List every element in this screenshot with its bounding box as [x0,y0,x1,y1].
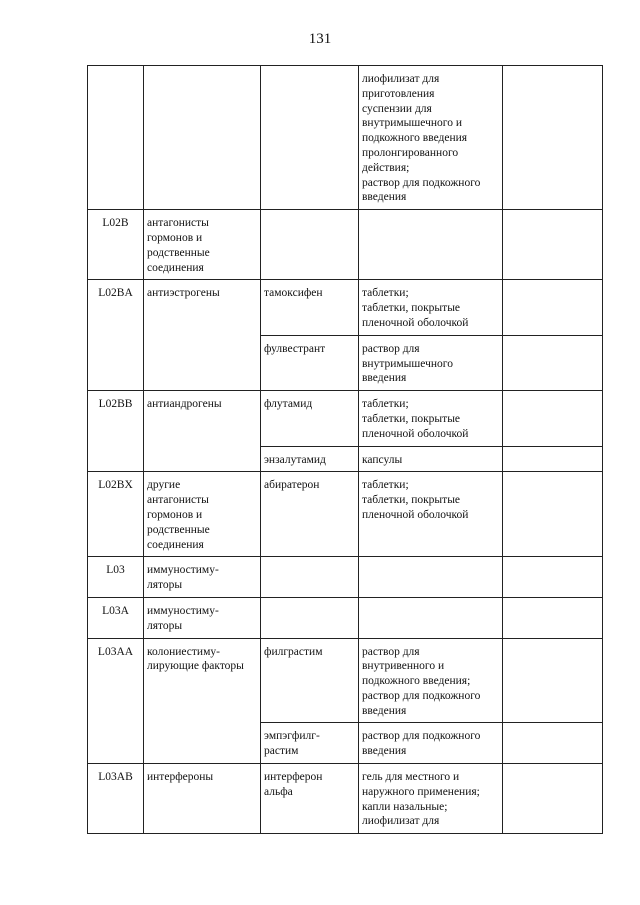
dosage-form-cell-line: капсулы [362,453,403,466]
drug-name-cell-line: тамоксифен [264,287,323,300]
atc-code-cell: L02B [88,210,144,280]
drug-name-cell-line: альфа [264,785,293,798]
table-row [88,210,603,280]
drug-name-cell [261,638,359,723]
dosage-form-cell [359,723,503,764]
dosage-form-cell-line: введения [362,745,407,758]
drug-name-cell [261,391,359,446]
group-name-cell-line: антиандрогены [147,398,222,411]
drug-name-cell [261,335,359,390]
group-name-cell-line: соединения [147,261,204,274]
dosage-form-cell-line: гель для местного и [362,771,460,784]
drug-name-cell-line: эмпэгфилг- [264,730,320,743]
dosage-form-cell [359,764,503,834]
group-name-cell [144,597,261,638]
group-name-cell-line: родственные [147,246,210,259]
dosage-form-cell-line: таблетки, покрытые [362,494,461,507]
drug-name-cell-line: интерферон [264,771,323,784]
group-name-cell [144,210,261,280]
dosage-form-cell-line: внутривенного и [362,660,445,673]
dosage-form-cell-line: наружного применения; [362,785,480,798]
dosage-form-cell-line: таблетки; [362,479,409,492]
table-row [88,280,603,335]
group-name-cell [144,764,261,834]
dosage-form-cell [359,280,503,335]
group-name-cell-line: лирующие факторы [147,660,244,673]
drug-name-cell-line: энзалутамид [264,453,326,466]
atc-code-cell: L02BA [88,280,144,391]
group-name-cell [144,66,261,210]
dosage-form-cell-line: таблетки; [362,287,409,300]
drug-name-cell [261,764,359,834]
dosage-form-cell-line: таблетки, покрытые [362,412,461,425]
drug-name-cell-line: флутамид [264,398,313,411]
drug-name-cell-line: абиратерон [264,479,320,492]
dosage-form-cell-line: раствор для подкожного [362,176,481,189]
group-name-cell [144,472,261,557]
empty-cell [503,764,603,834]
group-name-cell-line: родственные [147,523,210,536]
drug-table [87,65,603,834]
atc-code-cell: L03 [88,557,144,598]
drug-name-cell [261,472,359,557]
drug-table-body [88,66,603,834]
empty-cell [503,597,603,638]
empty-cell [503,66,603,210]
dosage-form-cell [359,66,503,210]
dosage-form-cell-line: таблетки; [362,398,409,411]
table-row [88,391,603,446]
table-row [88,66,603,210]
atc-code-cell: L02BB [88,391,144,472]
dosage-form-cell-line: раствор для подкожного [362,689,481,702]
group-name-cell-line: гормонов и [147,231,203,244]
table-row [88,472,603,557]
drug-name-cell [261,66,359,210]
dosage-form-cell-line: введения [362,191,407,204]
dosage-form-cell-line: приготовления [362,87,435,100]
dosage-form-cell [359,210,503,280]
dosage-form-cell-line: подкожного введения; [362,675,471,688]
drug-name-cell-line: фулвестрант [264,342,326,355]
group-name-cell-line: соединения [147,538,204,551]
dosage-form-cell [359,446,503,472]
dosage-form-cell-line: раствор для подкожного [362,730,481,743]
atc-code-cell: L02BX [88,472,144,557]
table-row [88,764,603,834]
dosage-form-cell-line: введения [362,704,407,717]
empty-cell [503,280,603,335]
dosage-form-cell [359,472,503,557]
group-name-cell-line: колониестиму- [147,645,220,658]
drug-name-cell [261,597,359,638]
drug-name-cell-line: филграстим [264,645,323,658]
empty-cell [503,557,603,598]
group-name-cell [144,391,261,472]
dosage-form-cell [359,597,503,638]
atc-code-cell: L03AA [88,638,144,764]
group-name-cell-line: другие [147,479,181,492]
drug-name-cell [261,210,359,280]
drug-name-cell [261,280,359,335]
group-name-cell-line: антагонисты [147,494,209,507]
dosage-form-cell [359,557,503,598]
dosage-form-cell-line: пленочной оболочкой [362,508,469,521]
dosage-form-cell-line: лиофилизат для [362,815,440,828]
drug-name-cell [261,557,359,598]
page-number: 131 [308,31,332,47]
dosage-form-cell-line: подкожного введения [362,132,468,145]
dosage-form-cell [359,391,503,446]
group-name-cell-line: иммуностиму- [147,564,219,577]
atc-code-cell [88,66,144,210]
dosage-form-cell-line: пролонгированного [362,146,459,159]
group-name-cell-line: антиэстрогены [147,287,220,300]
group-name-cell-line: иммуностиму- [147,604,219,617]
dosage-form-cell-line: внутримышечного и [362,117,462,130]
dosage-form-cell-line: введения [362,372,407,385]
group-name-cell [144,557,261,598]
empty-cell [503,472,603,557]
table-row [88,597,603,638]
dosage-form-cell-line: капли назальные; [362,800,448,813]
dosage-form-cell-line: раствор для [362,645,420,658]
empty-cell [503,723,603,764]
group-name-cell [144,280,261,391]
atc-code-cell: L03AB [88,764,144,834]
dosage-form-cell-line: пленочной оболочкой [362,316,469,329]
empty-cell [503,391,603,446]
group-name-cell [144,638,261,764]
dosage-form-cell-line: таблетки, покрытые [362,302,461,315]
empty-cell [503,446,603,472]
drug-name-cell [261,446,359,472]
dosage-form-cell-line: внутримышечного [362,357,453,370]
group-name-cell-line: антагонисты [147,217,209,230]
dosage-form-cell-line: лиофилизат для [362,73,440,85]
empty-cell [503,335,603,390]
dosage-form-cell-line: пленочной оболочкой [362,427,469,440]
table-row [88,638,603,723]
group-name-cell-line: интерфероны [147,771,214,784]
table-row [88,557,603,598]
dosage-form-cell-line: суспензии для [362,102,432,115]
group-name-cell-line: ляторы [147,619,183,632]
dosage-form-cell-line: действия; [362,161,410,174]
empty-cell [503,638,603,723]
group-name-cell-line: ляторы [147,579,183,592]
atc-code-cell: L03A [88,597,144,638]
dosage-form-cell [359,638,503,723]
empty-cell [503,210,603,280]
drug-name-cell [261,723,359,764]
dosage-form-cell-line: раствор для [362,342,420,355]
drug-name-cell-line: растим [264,745,299,758]
dosage-form-cell [359,335,503,390]
group-name-cell-line: гормонов и [147,508,203,521]
